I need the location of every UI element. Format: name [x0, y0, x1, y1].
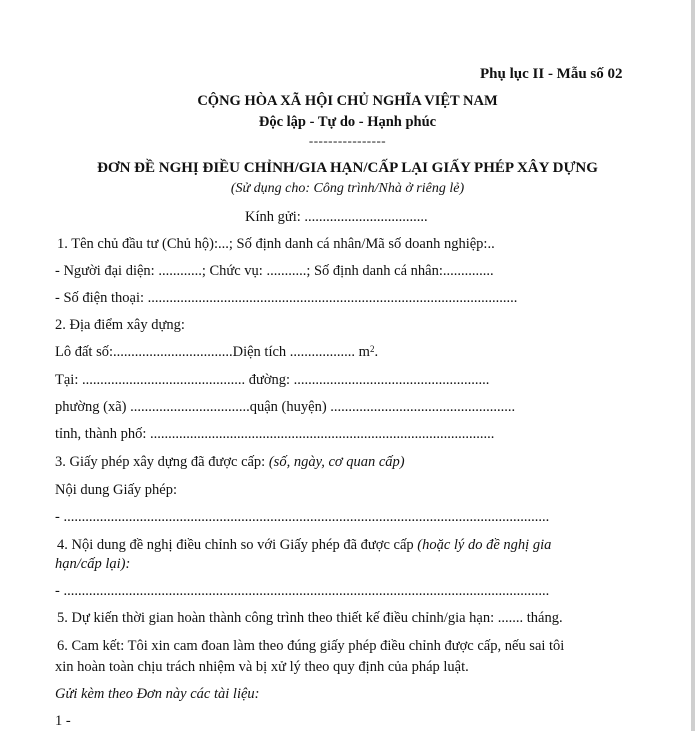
adjustment-heading: [57, 536, 551, 554]
completion-line: 5. Dự kiến thời gian hoàn thành công trình theo thiết kế điều chỉnh/gia hạn: ....... tháng.: [57, 610, 563, 626]
phone-line: - Số điện thoại: ......................................................................................................: [55, 290, 518, 306]
annex-label: Phụ lục II - Mẫu số 02: [480, 66, 623, 82]
permit-heading-text: 3. Giấy phép xây dựng đã được cấp:: [55, 454, 269, 470]
adjustment-heading-text: 4. Nội dung đề nghị điều chỉnh so với Giấy phép đã được cấp: [57, 537, 418, 553]
location-heading: 2. Địa điểm xây dựng:: [55, 317, 185, 333]
lot-text: Lô đất số:.................................Diện tích .................. m: [55, 344, 370, 360]
commitment-line-2: xin hoàn toàn chịu trách nhiệm và bị xử lý theo quy định của pháp luật.: [55, 659, 469, 675]
permit-heading-note: (số, ngày, cơ quan cấp): [268, 454, 405, 470]
republic-heading: CỘNG HÒA XÃ HỘI CHỦ NGHĨA VIỆT NAM: [197, 93, 498, 109]
area-unit-superscript: 2: [369, 344, 375, 354]
representative-line: - Người đại diện: ............; Chức vụ: ...........; Số định danh cá nhân:..............: [55, 263, 494, 279]
permit-heading: [55, 453, 405, 471]
document-title: ĐƠN ĐỀ NGHỊ ĐIỀU CHỈNH/GIA HẠN/CẤP LẠI GIẤY PHÉP XÂY DỰNG: [97, 160, 598, 176]
owner-line: 1. Tên chủ đầu tư (Chủ hộ):...; Số định danh cá nhân/Mã số doanh nghiệp:..: [57, 236, 495, 252]
commitment-line-1: 6. Cam kết: Tôi xin cam đoan làm theo đúng giấy phép điều chỉnh được cấp, nếu sai tôi: [57, 638, 565, 654]
permit-content-label: Nội dung Giấy phép:: [55, 482, 178, 498]
ward-line: phường (xã) .................................quận (huyện) ...................................................: [55, 399, 516, 415]
motto: Độc lập - Tự do - Hạnh phúc: [258, 114, 437, 130]
page-edge-divider: [691, 0, 695, 731]
lot-line: [55, 343, 378, 361]
attachment-item-1: 1 -: [55, 713, 71, 729]
adjustment-dots: - ......................................................................................................................................: [55, 583, 550, 599]
lot-suffix: .: [374, 344, 379, 360]
adjustment-note-2: hạn/cấp lại):: [55, 556, 131, 572]
header-separator: ----------------: [308, 133, 387, 148]
recipient-line: Kính gửi: ..................................: [245, 209, 428, 225]
province-line: tỉnh, thành phố: ...............................................................................................: [55, 426, 495, 442]
adjustment-note-1: (hoặc lý do đề nghị gia: [417, 537, 552, 553]
address-line: Tại: ............................................. đường: ......................................................: [55, 372, 490, 388]
attachments-label: Gửi kèm theo Đơn này các tài liệu:: [55, 686, 260, 702]
document-subtitle: (Sử dụng cho: Công trình/Nhà ở riêng lẻ): [230, 181, 465, 196]
permit-content-dots: - ......................................................................................................................................: [55, 509, 550, 525]
